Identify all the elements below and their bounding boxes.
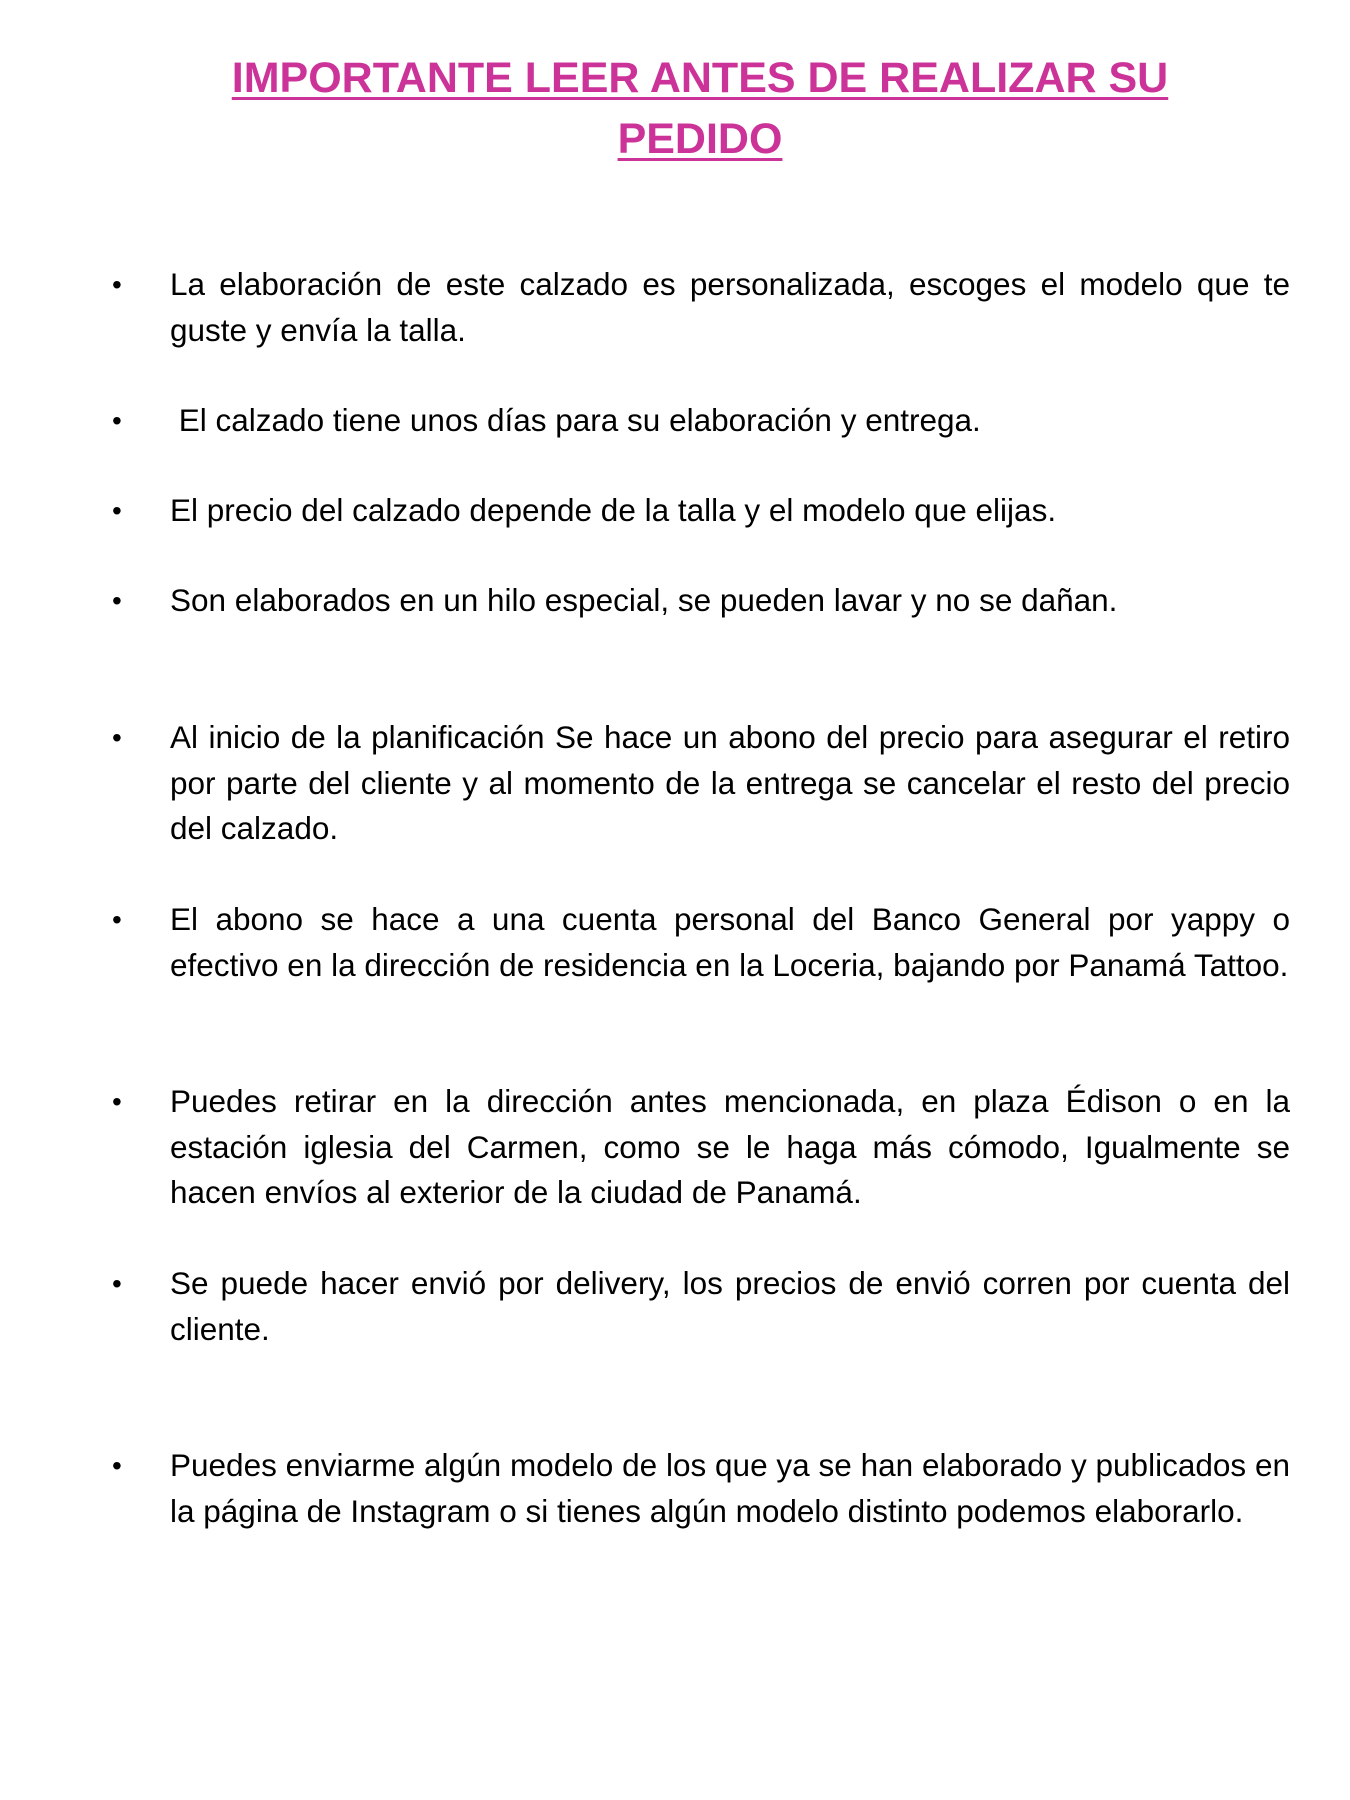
list-item	[108, 897, 1290, 988]
bullet-icon: •	[112, 495, 122, 526]
bullet-icon: •	[112, 1086, 122, 1117]
page-title-line-2: PEDIDO	[617, 115, 783, 163]
bullet-icon: •	[112, 1450, 122, 1481]
list-item	[108, 1261, 1290, 1352]
list-item-text: El precio del calzado depende de la talla y el modelo que elijas.	[170, 492, 1057, 528]
list-item-text: Se puede hacer envió por delivery, los precios de envió corren por cuenta del cliente.	[170, 1265, 1290, 1347]
list-item-text: Son elaborados en un hilo especial, se pueden lavar y no se dañan.	[170, 582, 1118, 618]
list-item	[108, 578, 1290, 624]
list-item	[108, 715, 1290, 852]
page-title-line-1: IMPORTANTE LEER ANTES DE REALIZAR SU	[231, 54, 1169, 102]
bullet-icon: •	[112, 405, 122, 436]
bullet-icon: •	[112, 722, 122, 753]
list-item	[108, 1443, 1290, 1534]
list-item	[108, 1079, 1290, 1216]
list-item-text: Puedes enviarme algún modelo de los que ya se han elaborado y publicados en la página de Instagram o si tienes algún modelo distinto podemos elaborarlo.	[170, 1447, 1290, 1529]
list-item-text: La elaboración de este calzado es personalizada, escoges el modelo que te guste y envía la talla.	[170, 266, 1290, 348]
bullet-icon: •	[112, 585, 122, 616]
list-item-text: El calzado tiene unos días para su elaboración y entrega.	[170, 402, 981, 438]
page-title	[150, 48, 1250, 170]
bullet-icon: •	[112, 904, 122, 935]
bullet-icon: •	[112, 1268, 122, 1299]
list-item-text: El abono se hace a una cuenta personal del Banco General por yappy o efectivo en la dirección de residencia en la Loceria, bajando por Panamá Tattoo.	[170, 901, 1290, 983]
list-item-text: Al inicio de la planificación Se hace un abono del precio para asegurar el retiro por parte del cliente y al momento de la entrega se cancelar el resto del precio del calzado.	[170, 719, 1290, 846]
list-item	[108, 262, 1290, 353]
list-item-text: Puedes retirar en la dirección antes mencionada, en plaza Édison o en la estación iglesia del Carmen, como se le haga más cómodo, Igualmente se hacen envíos al exterior de la ciudad de Panamá.	[170, 1083, 1290, 1210]
list-item	[108, 488, 1290, 534]
bullet-icon: •	[112, 269, 122, 300]
list-item	[108, 398, 1290, 444]
